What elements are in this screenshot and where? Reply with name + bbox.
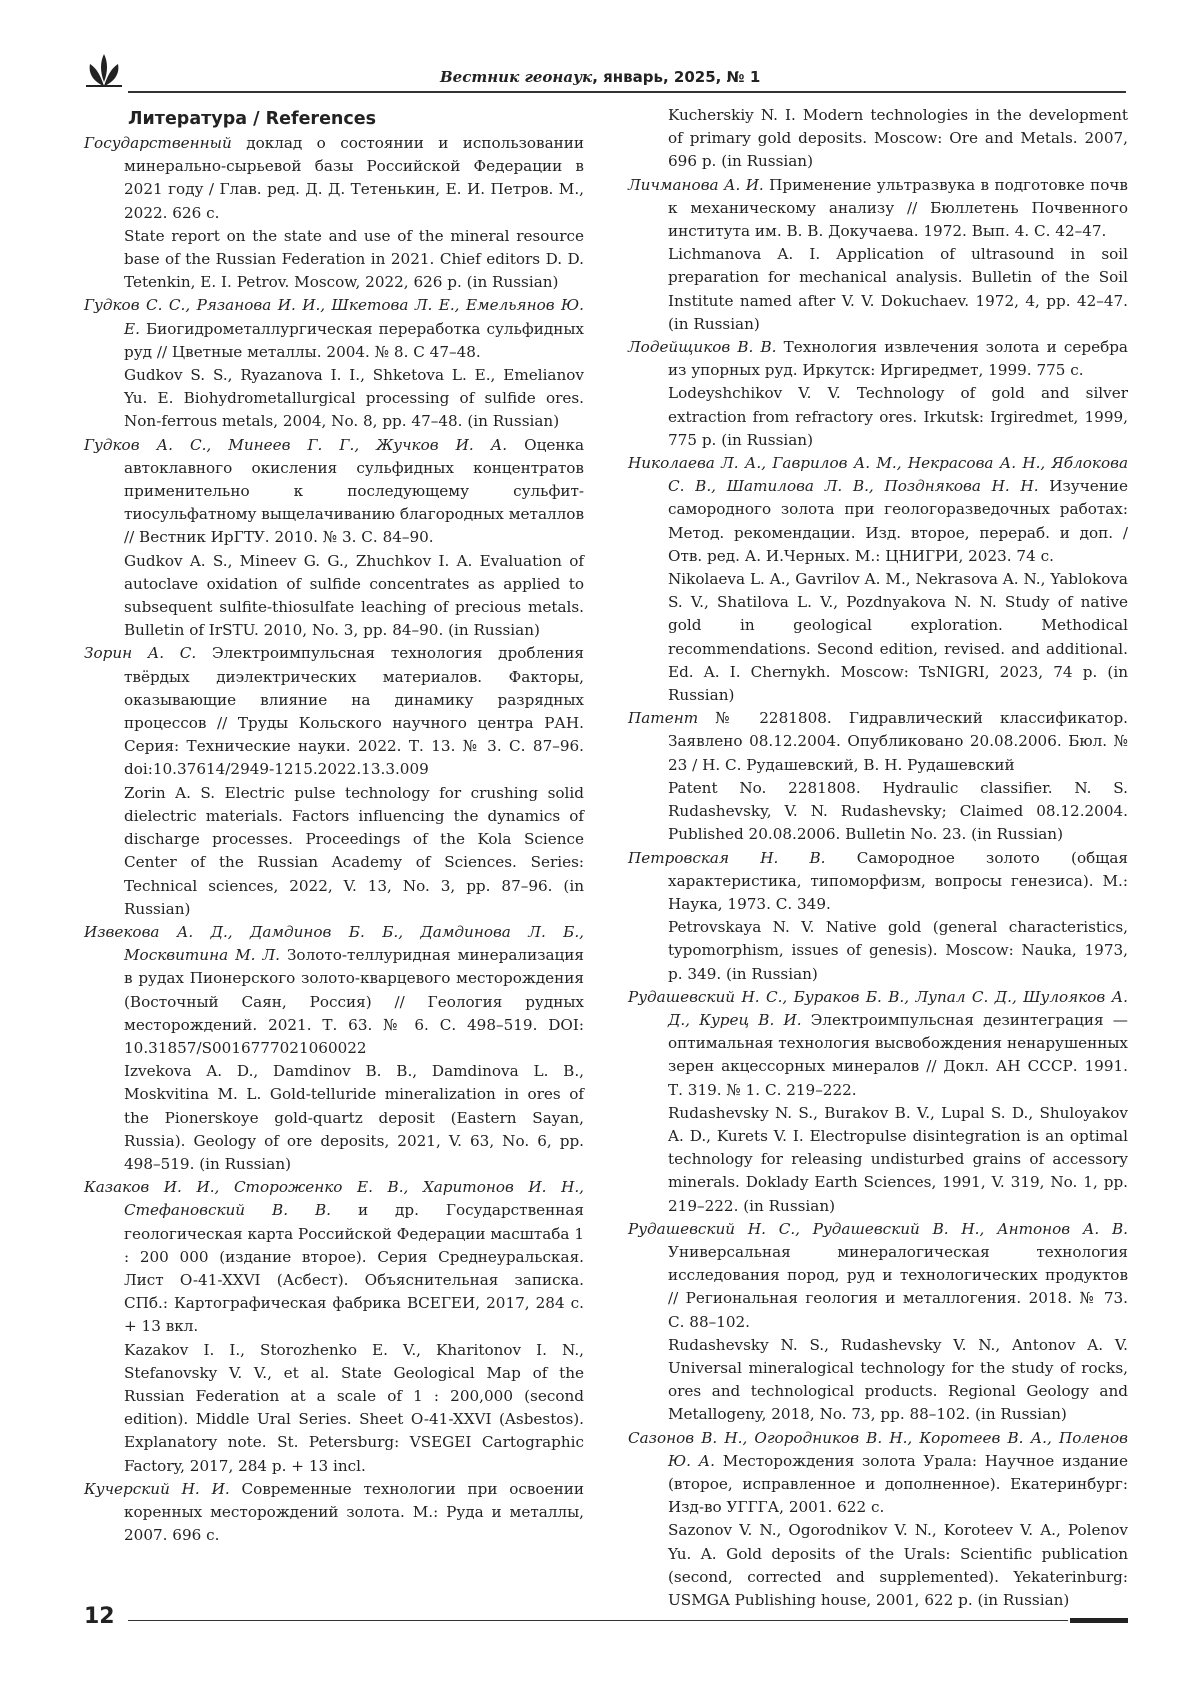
section-title: Литература / References	[128, 106, 584, 132]
reference-text-ru: доклад о состоянии и использовании минерально-сырьевой базы Российской Федерации в 2021 году / Глав. ред. Д. Д. Тетенькин, Е. И. Петров. М., 2022. 626 с.	[124, 134, 584, 222]
reference-text-en: Lichmanova A. I. Application of ultrasound in soil preparation for mechanical analysis. Bulletin of the Soil Institute named after V. V. Dokuchaev. 1972, 4, pp. 42–47. (in Russian)	[668, 243, 1128, 336]
reference-text-en: Izvekova A. D., Damdinov B. B., Damdinova L. B., Moskvitina M. L. Gold-telluride mineralization in ores of the Pionerskoye gold-quartz deposit (Eastern Sayan, Russia). Geology of ore deposits, 2021, V. 63, No. 6, pp. 498–519. (in Russian)	[124, 1060, 584, 1176]
reference-text-ru: и др. Государственная геологическая карта Российской Федерации масштаба 1 : 200 000 (издание второе). Серия Среднеуральская. Лист O-41-XXVI (Асбест). Объяснительная записка. СПб.: Картографическая фабрика ВСЕГЕИ, 2017, 284 с. + 13 вкл.	[124, 1201, 584, 1335]
journal-logo-icon	[84, 52, 124, 88]
reference-authors: Кучерский Н. И.	[84, 1480, 230, 1498]
reference-authors: Государственный	[84, 134, 232, 152]
reference-authors: Зорин А. С.	[84, 644, 196, 662]
reference-text-en: Patent No. 2281808. Hydraulic classifier. N. S. Rudashevsky, V. N. Rudashevsky; Claimed 08.12.2004. Published 20.08.2006. Bulletin No. 23. (in Russian)	[668, 777, 1128, 847]
reference-entry	[84, 294, 584, 433]
reference-entry	[628, 707, 1128, 846]
reference-entry	[84, 642, 584, 920]
reference-entry	[628, 336, 1128, 452]
reference-text-en: Nikolaeva L. A., Gavrilov A. M., Nekrasova A. N., Yablokova S. V., Shatilova L. V., Pozdnyakova N. N. Study of native gold in geological exploration. Methodical recommendations. Second edition, revised. and additional. Ed. A. I. Chernykh. Moscow: TsNIGRI, 2023, 74 p. (in Russian)	[668, 568, 1128, 707]
footer-bar	[1070, 1618, 1128, 1623]
issue-info: , январь, 2025, № 1	[592, 68, 760, 86]
reference-authors: Патент	[628, 709, 698, 727]
left-column	[84, 104, 584, 1547]
reference-text-ru: Электроимпульсная технология дробления твёрдых диэлектрических материалов. Факторы, оказывающие влияние на динамику разрядных процессов // Труды Кольского научного центра РАН. Серия: Технические науки. 2022. Т. 13. № 3. С. 87–96. doi:10.37614/2949-1215.2022.13.3.009	[124, 644, 584, 778]
reference-authors: Казаков И. И., Стороженко Е. В., Харитонов И. Н., Стефановский В. В.	[84, 1178, 584, 1219]
reference-authors: Николаева Л. А., Гаврилов А. М., Некрасова А. Н., Яблокова С. В., Шатилова Л. В., Позднякова Н. Н.	[628, 454, 1128, 495]
reference-entry	[628, 986, 1128, 1218]
reference-text-en: Gudkov A. S., Mineev G. G., Zhuchkov I. A. Evaluation of autoclave oxidation of sulfide concentrates as applied to subsequent sulfite-thiosulfate leaching of precious metals. Bulletin of IrSTU. 2010, No. 3, pp. 84–90. (in Russian)	[124, 550, 584, 643]
reference-entry	[628, 1218, 1128, 1427]
reference-entry	[84, 1478, 584, 1548]
page-number: 12	[84, 1604, 115, 1629]
reference-entry	[628, 847, 1128, 986]
reference-text-en: Rudashevsky N. S., Burakov B. V., Lupal S. D., Shuloyakov A. D., Kurets V. I. Electropulse disintegration is an optimal technology for releasing undisturbed grains of accessory minerals. Doklady Earth Sciences, 1991, V. 319, No. 1, pp. 219–222. (in Russian)	[668, 1102, 1128, 1218]
reference-text-en: Gudkov S. S., Ryazanova I. I., Shketova L. E., Emelianov Yu. E. Biohydrometallurgical processing of sulfide ores. Non-ferrous metals, 2004, No. 8, pp. 47–48. (in Russian)	[124, 364, 584, 434]
reference-text-ru: № 2281808. Гидравлический классификатор. Заявлено 08.12.2004. Опубликовано 20.08.2006. Бюл. № 23 / Н. С. Рудашевский, В. Н. Рудашевский	[668, 709, 1128, 773]
reference-text-ru: Современные технологии при освоении коренных месторождений золота. М.: Руда и металлы, 2007. 696 с.	[124, 1480, 584, 1544]
reference-text-ru: Биогидрометаллургическая переработка сульфидных руд // Цветные металлы. 2004. № 8. С 47–48.	[124, 320, 584, 361]
reference-authors: Рудашевский Н. С., Бураков Б. В., Лупал С. Д., Шулояков А. Д., Курец В. И.	[628, 988, 1128, 1029]
reference-text-en: Zorin A. S. Electric pulse technology for crushing solid dielectric materials. Factors influencing the dynamics of discharge processes. Proceedings of the Kola Science Center of the Russian Academy of Sciences. Series: Technical sciences, 2022, V. 13, No. 3, pp. 87–96. (in Russian)	[124, 782, 584, 921]
reference-text-en: State report on the state and use of the mineral resource base of the Russian Federation in 2021. Chief editors D. D. Tetenkin, E. I. Petrov. Moscow, 2022, 626 p. (in Russian)	[124, 225, 584, 295]
running-head	[440, 68, 750, 86]
reference-authors: Гудков С. С., Рязанова И. И., Шкетова Л. Е., Емельянов Ю. Е.	[84, 296, 584, 337]
reference-text-ru: Золото-теллуридная минерализация в рудах Пионерского золото-кварцевого месторождения (Восточный Саян, Россия) // Геология рудных месторождений. 2021. Т. 63. № 6. С. 498–519. DOI: 10.31857/S0016777021060022	[124, 946, 584, 1057]
reference-entry	[84, 434, 584, 643]
reference-text-en: Sazonov V. N., Ogorodnikov V. N., Koroteev V. A., Polenov Yu. A. Gold deposits of the Urals: Scientific publication (second, corrected and supplemented). Yekaterinburg: USMGA Publishing house, 2001, 622 p. (in Russian)	[668, 1519, 1128, 1612]
reference-authors: Извекова А. Д., Дамдинов Б. Б., Дамдинова Л. Б., Москвитина М. Л.	[84, 923, 584, 964]
header-rule	[128, 91, 1126, 93]
reference-text-en: Petrovskaya N. V. Native gold (general characteristics, typomorphism, issues of genesis). Moscow: Nauka, 1973, p. 349. (in Russian)	[668, 916, 1128, 986]
reference-entry	[628, 174, 1128, 336]
reference-authors: Личманова А. И.	[628, 176, 764, 194]
reference-authors: Рудашевский Н. С., Рудашевский В. Н., Антонов А. В.	[628, 1220, 1128, 1238]
reference-entry	[628, 452, 1128, 707]
reference-entry	[84, 132, 584, 294]
reference-authors: Гудков А. С., Минеев Г. Г., Жучков И. А.	[84, 436, 507, 454]
right-column	[628, 104, 1128, 1612]
footer-rule	[128, 1620, 1068, 1621]
reference-text-ru: Самородное золото (общая характеристика, типоморфизм, вопросы генезиса). М.: Наука, 1973. С. 349.	[668, 849, 1128, 913]
reference-text-ru: Применение ультразвука в подготовке почв к механическому анализу // Бюллетень Почвенного института им. В. В. Докучаева. 1972. Вып. 4. С. 42–47.	[668, 176, 1128, 240]
reference-list-right	[628, 174, 1128, 1613]
reference-text-ru: Изучение самородного золота при геологоразведочных работах: Метод. рекомендации. Изд. второе, перераб. и доп. / Отв. ред. А. И.Черных. М.: ЦНИГРИ, 2023. 74 с.	[668, 477, 1128, 565]
reference-continuation: Kucherskiy N. I. Modern technologies in the development of primary gold deposits. Moscow: Ore and Metals. 2007, 696 p. (in Russian)	[628, 104, 1128, 174]
reference-entry	[628, 1427, 1128, 1613]
reference-list-left	[84, 132, 584, 1547]
reference-authors: Сазонов В. Н., Огородников В. Н., Коротеев В. А., Поленов Ю. А.	[628, 1429, 1128, 1470]
reference-text-en: Kazakov I. I., Storozhenko E. V., Kharitonov I. N., Stefanovsky V. V., et al. State Geological Map of the Russian Federation at a scale of 1 : 200,000 (second edition). Middle Ural Series. Sheet O-41-XXVI (Asbestos). Explanatory note. St. Petersburg: VSEGEI Cartographic Factory, 2017, 284 p. + 13 incl.	[124, 1339, 584, 1478]
reference-text-ru: Универсальная минералогическая технология исследования пород, руд и технологических продуктов // Региональная геология и металлогения. 2018. № 73. С. 88–102.	[668, 1243, 1128, 1331]
reference-authors: Лодейщиков В. В.	[628, 338, 777, 356]
reference-entry	[84, 1176, 584, 1478]
reference-text-en: Lodeyshchikov V. V. Technology of gold and silver extraction from refractory ores. Irkutsk: Irgiredmet, 1999, 775 p. (in Russian)	[668, 382, 1128, 452]
reference-text-ru: Электроимпульсная дезинтеграция — оптимальная технология высвобождения ненарушенных зерен акцессорных минералов // Докл. АН СССР. 1991. Т. 319. № 1. С. 219–222.	[668, 1011, 1128, 1099]
reference-authors: Петровская Н. В.	[628, 849, 826, 867]
reference-entry	[84, 921, 584, 1176]
journal-name: Вестник геонаук	[440, 68, 592, 86]
reference-text-en: Rudashevsky N. S., Rudashevsky V. N., Antonov A. V. Universal mineralogical technology for the study of rocks, ores and technological products. Regional Geology and Metallogeny, 2018, No. 73, pp. 88–102. (in Russian)	[668, 1334, 1128, 1427]
reference-text-ru: Месторождения золота Урала: Научное издание (второе, исправленное и дополненное). Екатеринбург: Изд-во УГГГА, 2001. 622 с.	[668, 1452, 1128, 1516]
reference-text-ru: Технология извлечения золота и серебра из упорных руд. Иркутск: Иргиредмет, 1999. 775 с.	[668, 338, 1128, 379]
reference-text-ru: Оценка автоклавного окисления сульфидных концентратов применительно к последующему сульфит-тиосульфатному выщелачиванию благородных металлов // Вестник ИрГТУ. 2010. № 3. С. 84–90.	[124, 436, 584, 547]
